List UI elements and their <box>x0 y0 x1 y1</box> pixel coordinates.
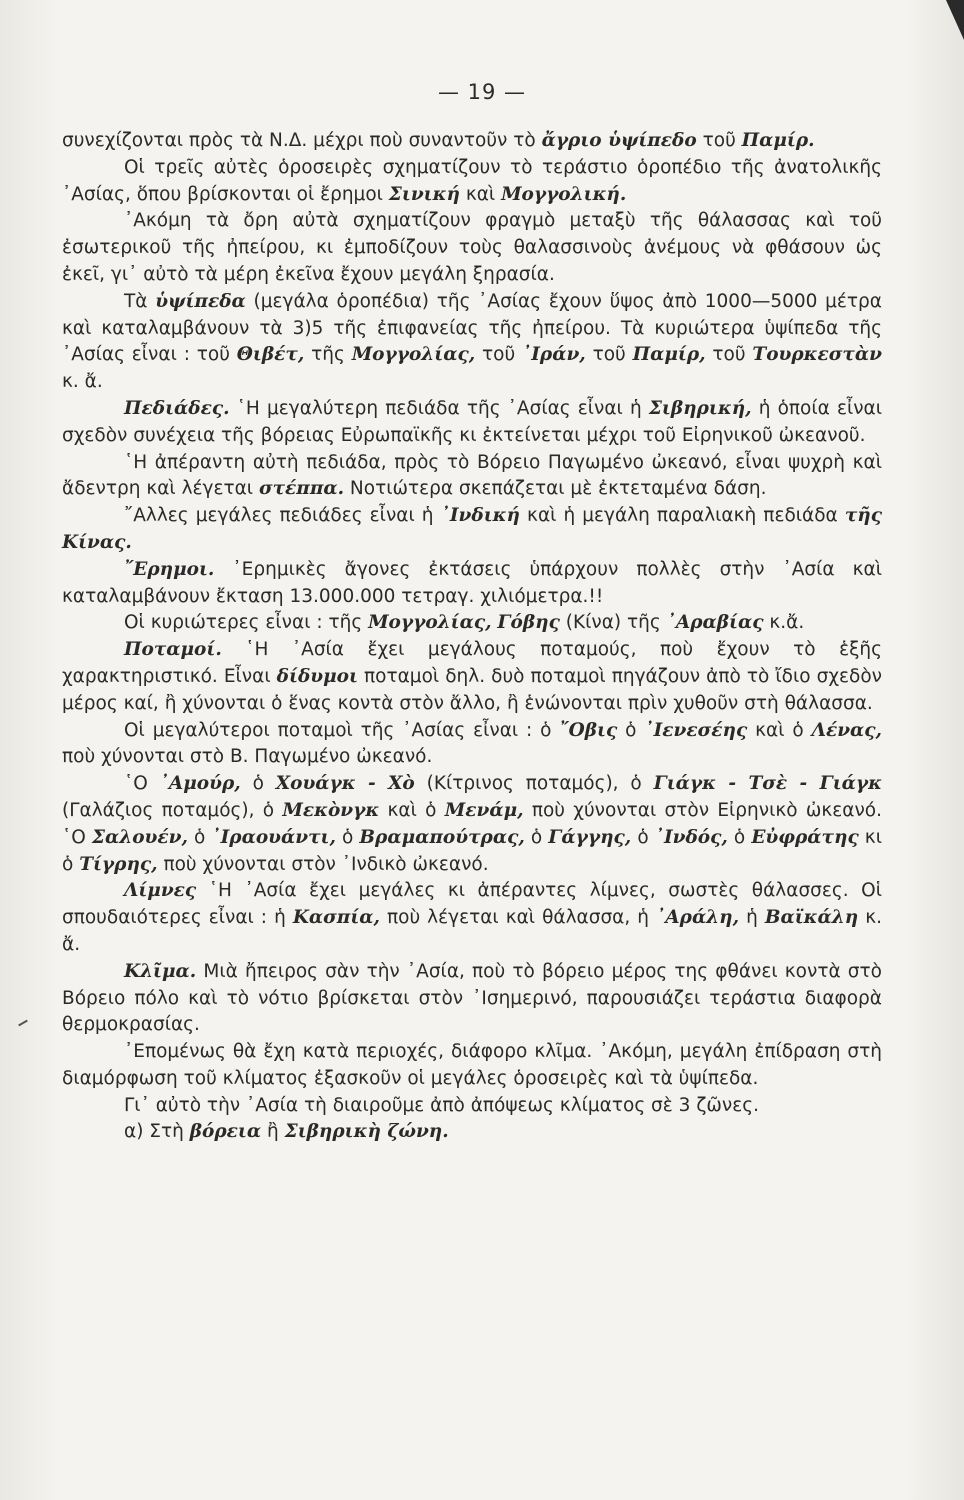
text-run: κ.ἄ. <box>763 612 805 634</box>
emphasized-term: ᾿Ινδός, <box>654 826 728 848</box>
margin-mark <box>18 1020 28 1027</box>
emphasized-term: ᾿Αμούρ, <box>159 773 241 795</box>
text-run: ὁ <box>727 826 752 848</box>
text-run: καὶ ἡ μεγάλη παραλιακὴ πεδιάδα <box>519 505 845 527</box>
emphasized-term: βόρεια <box>189 1121 262 1143</box>
text-run: καὶ ὁ <box>379 799 445 821</box>
text-run: ῾Η ᾿Ασία ἔχει μεγάλους ποταμούς, ποὺ ἔχουν τὸ ἑξῆς χαρακτηριστικό. Εἶναι <box>62 639 882 687</box>
text-run: καὶ <box>459 183 502 205</box>
emphasized-term: ᾿Ινδική <box>440 505 520 527</box>
paragraph-p1 <box>62 128 882 155</box>
text-run: τῆς <box>304 344 352 366</box>
paragraph-p8 <box>62 557 882 611</box>
emphasized-term: ᾿Ιραουάντι, <box>211 826 336 848</box>
text-run: ὁ <box>631 826 655 848</box>
text-run: (Κίνα) τῆς <box>559 612 667 634</box>
text-run: τοῦ <box>705 344 753 366</box>
emphasized-term: Σιβηρική, <box>648 397 752 419</box>
emphasized-term: ᾿Αραβίας <box>666 612 764 634</box>
emphasized-term: Τίγρης, <box>79 853 158 875</box>
text-run: ὁ <box>240 773 276 795</box>
text-run: ᾿Ερημικὲς ἄγονες ἐκτάσεις ὑπάρχουν πολλὲς στὴν ᾿Ασία καὶ καταλαμβάνουν ἔκταση 13.000.000 τετραγ. χιλιόμετρα.!! <box>62 558 882 607</box>
text-run: τοῦ <box>475 344 523 366</box>
emphasized-term: στέππα. <box>258 478 345 500</box>
emphasized-term: Χουάγκ - Χὸ <box>275 773 415 795</box>
body-text <box>62 128 882 1146</box>
paragraph-p11 <box>62 718 882 772</box>
text-run: συνεχίζονται πρὸς τὰ Ν.Δ. μέχρι ποὺ συναντοῦν τὸ <box>62 130 542 151</box>
paragraph-p14 <box>62 959 882 1039</box>
text-run: ἢ <box>261 1121 285 1143</box>
emphasized-term: Βραμαπούτρας, <box>359 826 525 848</box>
text-run: ποταμοὶ δηλ. δυὸ ποταμοὶ πηγάζουν ἀπὸ τὸ ἴδιο σχεδὸν μέρος καί, ἢ χύνονται ὁ ἕνας κοντὰ στὸν ἄλλο, ἢ ἑνώνονται πρὶν χυθοῦν στὴ θάλασσα. <box>62 665 882 714</box>
emphasized-term: ἄγριο ὑψίπεδο <box>541 130 697 151</box>
emphasized-term: Βαϊκάλη <box>764 907 859 929</box>
emphasized-term: Μενάμ, <box>444 799 524 821</box>
emphasized-term: Ποταμοί. <box>124 639 222 661</box>
text-run: (Κίτρινος ποταμός), ὁ <box>414 773 654 795</box>
paragraph-p2 <box>62 155 882 209</box>
text-run: ῾Η ᾿Ασία ἔχει μεγάλες κι ἀπέραντες λίμνες, σωστὲς θάλασσες. Οἱ σπουδαιότερες εἶναι : ἡ <box>62 880 882 929</box>
emphasized-term: ῎Ερημοι. <box>124 558 215 580</box>
emphasized-term: ᾿Ιράν, <box>522 344 586 366</box>
paragraph-p4 <box>62 289 882 396</box>
paragraph-p5 <box>62 396 882 450</box>
emphasized-term: Μογγολίας, <box>351 344 476 366</box>
text-run: κ. ἄ. <box>62 371 103 393</box>
emphasized-term: ᾿Αράλη, <box>656 907 740 929</box>
emphasized-term: Λίμνες <box>124 880 197 902</box>
emphasized-term: Μογγολίας, <box>368 612 492 634</box>
emphasized-term: Εὐφράτης <box>751 826 859 848</box>
paragraph-p10 <box>62 637 882 717</box>
emphasized-term: Παμίρ, <box>632 344 706 366</box>
text-run: ῾Η μεγαλύτερη πεδιάδα τῆς ᾿Ασίας εἶναι ἡ <box>229 397 649 419</box>
text-run: Νοτιώτερα σκεπάζεται μὲ ἐκτεταμένα δάση. <box>344 478 767 500</box>
paragraph-p6 <box>62 450 882 504</box>
paragraph-p17 <box>62 1119 882 1146</box>
emphasized-term: Μεκὸνγκ <box>282 799 380 821</box>
paragraph-p9 <box>62 610 882 637</box>
emphasized-term: Γόβης <box>497 612 560 634</box>
paragraph-p12 <box>62 771 882 878</box>
emphasized-term: Κλῖμα. <box>124 960 197 982</box>
text-run: ἡ ὁποία εἶναι σχεδὸν συνέχεια τῆς βόρειας Εὐρωπαϊκῆς κι ἐκτείνεται μέχρι τοῦ Εἰρηνικοῦ ὠκεανοῦ. <box>62 397 882 446</box>
emphasized-term: ὑψίπεδα <box>155 290 246 312</box>
emphasized-term: Τουρκεστὰν <box>752 344 882 366</box>
text-run: ἡ <box>739 907 765 929</box>
text-run: α) Στὴ <box>124 1121 190 1143</box>
text-run: ᾿Ακόμη τὰ ὄρη αὐτὰ σχηματίζουν φραγμὸ μεταξὺ τῆς θάλασσας καὶ τοῦ ἐσωτερικοῦ τῆς ἠπείρου, κι ἐμποδίζουν τοὺς θαλασσινοὺς ἀνέμους νὰ φθάσουν ὡς ἐκεῖ, γι᾿ αὐτὸ τὰ μέρη ἐκεῖνα ἔχουν μεγάλη ξηρασία. <box>62 210 882 285</box>
paragraph-p3 <box>62 208 882 288</box>
text-run: κ. ἄ. <box>62 907 882 955</box>
paragraph-p15 <box>62 1039 882 1093</box>
text-run: ὁ <box>617 719 645 741</box>
text-run: ὁ <box>187 826 212 848</box>
text-run: ὁ <box>335 826 360 848</box>
paragraph-p16 <box>62 1093 882 1120</box>
emphasized-term: Θιβέτ, <box>236 344 305 366</box>
text-run: ποὺ χύνονται στὸν ᾿Ινδικὸ ὠκεανό. <box>157 853 489 875</box>
page-corner-shadow <box>946 0 964 40</box>
text-run: ποὺ λέγεται καὶ θάλασσα, ἡ <box>379 907 657 929</box>
text-run: ῎Αλλες μεγάλες πεδιάδες εἶναι ἡ <box>124 505 441 527</box>
emphasized-term: Γιάγκ - Τσὲ - Γιάγκ <box>653 773 882 795</box>
text-run: Γι᾿ αὐτὸ τὴν ᾿Ασία τὴ διαιροῦμε ἀπὸ ἀπόψεως κλίματος σὲ 3 ζῶνες. <box>124 1094 759 1116</box>
text-run: Οἱ μεγαλύτεροι ποταμοὶ τῆς ᾿Ασίας εἶναι : ὁ <box>124 719 560 741</box>
emphasized-term: Κασπία, <box>292 907 380 929</box>
text-run: ὁ <box>524 826 549 848</box>
text-run: (μεγάλα ὁροπέδια) τῆς ᾿Ασίας ἔχουν ὕψος ἀπὸ 1000—5000 μέτρα καὶ καταλαμβάνουν τὰ 3)5 τῆς ἐπιφανείας τῆς ἠπείρου. Τὰ κυριώτερα ὑψίπεδα τῆς ᾿Ασίας εἶναι : τοῦ <box>62 290 882 366</box>
text-run: ποὺ χύνονται στὸν Εἰρηνικὸ ὠκεανό. ῾Ο <box>62 799 882 848</box>
text-run: Τὰ <box>124 290 156 312</box>
text-run: τοῦ <box>696 130 742 151</box>
emphasized-term: Λένας, <box>811 719 882 741</box>
emphasized-term: ῎Οβις <box>559 719 618 741</box>
emphasized-term: δίδυμοι <box>276 665 358 687</box>
text-run: ᾿Επομένως θὰ ἔχη κατὰ περιοχές, διάφορο κλῖμα. ᾿Ακόμη, μεγάλη ἐπίδραση στὴ διαμόρφωση τοῦ κλίματος ἐξασκοῦν οἱ μεγάλες ὁροσειρὲς καὶ τὰ ὑψίπεδα. <box>62 1041 882 1089</box>
text-run: κι ὁ <box>62 826 882 875</box>
text-run: ποὺ χύνονται στὸ Β. Παγωμένο ὠκεανό. <box>62 746 433 768</box>
paragraph-p13 <box>62 878 882 958</box>
page-number: — 19 — <box>437 80 527 104</box>
text-run: ῾Ο <box>124 773 160 795</box>
text-run: τοῦ <box>585 344 633 366</box>
emphasized-term: τῆς Κίνας. <box>62 505 882 553</box>
text-run: καὶ ὁ <box>747 719 812 741</box>
text-run: (Γαλάζιος ποταμός), ὁ <box>62 799 283 821</box>
emphasized-term: Σινική <box>388 183 460 205</box>
emphasized-term: Σιβηρικὴ ζώνη. <box>284 1121 449 1143</box>
emphasized-term: ᾿Ιενεσέης <box>644 719 748 741</box>
emphasized-term: Παμίρ. <box>741 130 815 151</box>
text-run: Μιὰ ἤπειρος σὰν τὴν ᾿Ασία, ποὺ τὸ βόρειο μέρος της φθάνει κοντὰ στὸ Βόρειο πόλο καὶ τὸ νότιο βρίσκεται στὸν ᾿Ισημερινό, παρουσιάζει τεράστια διαφορὰ θερμοκρασίας. <box>62 960 882 1036</box>
text-run: Οἱ κυριώτερες εἶναι : τῆς <box>124 612 369 634</box>
text-run: Οἱ τρεῖς αὐτὲς ὁροσειρὲς σχηματίζουν τὸ τεράστιο ὁροπέδιο τῆς ἀνατολικῆς ᾿Ασίας, ὅπου βρίσκονται οἱ ἔρημοι <box>62 156 882 205</box>
emphasized-term: Γάγγης, <box>548 826 632 848</box>
paragraph-p7 <box>62 503 882 557</box>
emphasized-term: Σαλουέν, <box>91 826 188 848</box>
text-run: ῾Η ἀπέραντη αὐτὴ πεδιάδα, πρὸς τὸ Βόρειο Παγωμένο ὠκεανό, εἶναι ψυχρὴ καὶ ἄδεντρη καὶ λέγεται <box>62 451 882 500</box>
emphasized-term: Πεδιάδες. <box>124 397 230 419</box>
emphasized-term: Μογγολική. <box>501 183 627 205</box>
